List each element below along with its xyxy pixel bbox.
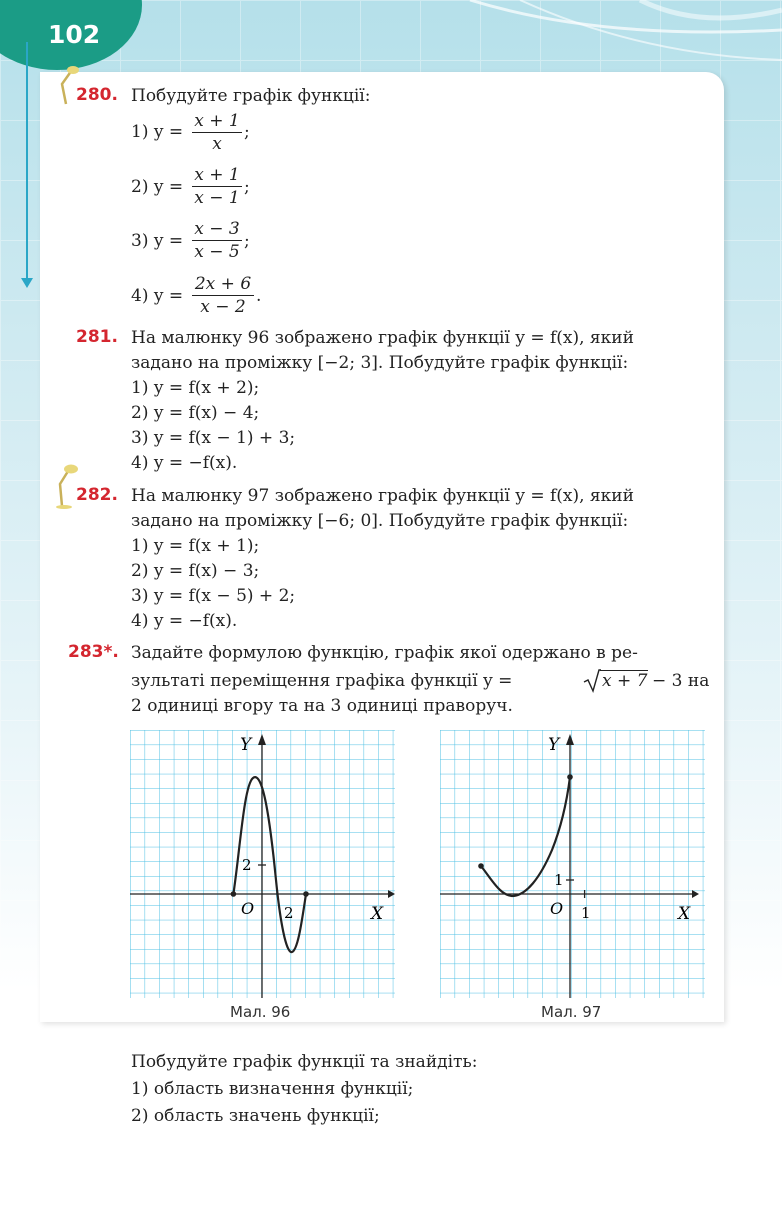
formula-tail: ;	[244, 231, 250, 251]
fraction-numerator: x + 1	[194, 111, 240, 131]
task-line: зультаті переміщення графіка функції y =	[131, 671, 513, 691]
x-tick-label: 2	[284, 904, 294, 922]
fraction-denominator: x − 1	[194, 188, 240, 208]
radicand	[602, 669, 647, 694]
graph-97	[440, 730, 705, 998]
task-line: Задайте формулою функцію, графік якої одержано в ре-	[131, 643, 638, 663]
endpoint	[478, 863, 484, 869]
task-line: 2 одиниці вгору та на 3 одиниці праворуч.	[131, 696, 513, 716]
figure-caption: Мал. 96	[230, 1003, 291, 1021]
endpoint	[303, 891, 309, 897]
task-line: задано на проміжку [−2; 3]. Побудуйте графік функції:	[131, 353, 629, 373]
y-axis-label: Y	[240, 735, 252, 755]
footer-line: Побудуйте графік функції та знайдіть:	[131, 1052, 478, 1072]
formula-label: 4) y =	[131, 286, 184, 306]
endpoint	[231, 891, 237, 897]
x-axis-label: X	[678, 904, 691, 924]
page-number: 102	[48, 20, 101, 49]
fraction	[192, 164, 242, 209]
x-tick-label: 1	[581, 904, 591, 922]
endpoint	[567, 774, 573, 780]
task-line: 2) y = f(x) − 4;	[131, 403, 260, 423]
task-line: 2) y = f(x) − 3;	[131, 561, 260, 581]
task-text: Побудуйте графік функції:	[131, 86, 371, 106]
task-number: 282.	[76, 485, 118, 505]
radical-sign-icon	[583, 668, 601, 694]
formula-tail: .	[256, 286, 262, 306]
fraction-denominator: x − 2	[200, 297, 246, 317]
formula-tail: ;	[244, 122, 250, 142]
origin-label: O	[241, 899, 255, 918]
task-line: 4) y = −f(x).	[131, 453, 238, 473]
x-axis-label: X	[371, 904, 384, 924]
formula-tail: ;	[244, 177, 250, 197]
footer-line: 2) область значень функції;	[131, 1106, 380, 1126]
fraction-numerator: 2x + 6	[194, 274, 252, 294]
formula-label: 2) y =	[131, 177, 184, 197]
task-line: 3) y = f(x − 5) + 2;	[131, 586, 296, 606]
y-tick-label: 1	[554, 871, 564, 889]
fraction-denominator: x − 5	[194, 242, 240, 262]
task-line: На малюнку 96 зображено графік функції y = f(x), який	[131, 328, 634, 348]
task-line: 1) y = f(x + 2);	[131, 378, 260, 398]
radicand-text: x + 7	[602, 671, 648, 691]
task-line-tail: − 3 на	[652, 671, 710, 691]
task-number: 280.	[76, 85, 118, 105]
side-arrow-icon	[21, 278, 33, 288]
task-number: 281.	[76, 327, 118, 347]
fraction-numerator: x − 3	[194, 219, 240, 239]
task-line: 3) y = f(x − 1) + 3;	[131, 428, 296, 448]
y-tick-label: 2	[242, 856, 252, 874]
fraction-numerator: x + 1	[194, 165, 240, 185]
fraction	[192, 218, 242, 263]
task-line: На малюнку 97 зображено графік функції y = f(x), який	[131, 486, 634, 506]
side-line	[26, 42, 28, 282]
origin-label: O	[550, 899, 564, 918]
fraction-denominator: x	[212, 134, 222, 154]
task-number: 283*.	[68, 642, 119, 662]
figure-caption: Мал. 97	[541, 1003, 602, 1021]
footer-line: 1) область визначення функції;	[131, 1079, 414, 1099]
task-line: задано на проміжку [−6; 0]. Побудуйте графік функції:	[131, 511, 629, 531]
formula-label: 1) y =	[131, 122, 184, 142]
task-line: 1) y = f(x + 1);	[131, 536, 260, 556]
graph-96	[130, 730, 395, 998]
fraction	[192, 110, 242, 155]
y-axis-label: Y	[548, 735, 560, 755]
fraction	[192, 273, 254, 318]
task-line: 4) y = −f(x).	[131, 611, 238, 631]
formula-label: 3) y =	[131, 231, 184, 251]
